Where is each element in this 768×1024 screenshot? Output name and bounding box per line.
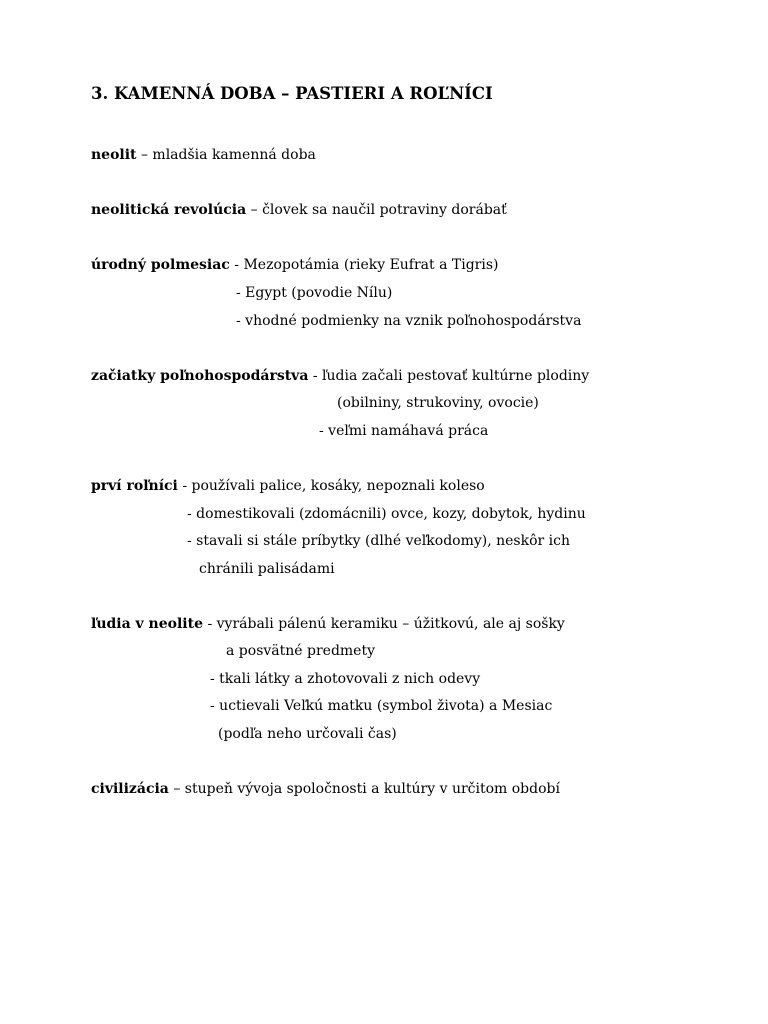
definition-line: - veľmi namáhavá práca [319,423,489,439]
definition-line: - stavali si stále príbytky (dlhé veľkodomy), neskôr ich [187,533,571,549]
entry-neoliticka-revolucia [91,201,507,219]
definition-line: chránili palisádami [199,561,335,577]
entry-ludia-v-neolite [91,615,565,633]
definition-line: - Mezopotámia (rieky Eufrat a Tigris) [229,257,499,273]
term-neoliticka-revolucia: neolitická revolúcia [91,202,247,218]
term-ludia-v-neolite: ľudia v neolite [91,616,203,632]
definition-line: – človek sa naučil potraviny dorábať [246,202,507,218]
definition-line: – mladšia kamenná doba [136,147,316,163]
definition-line: - používali palice, kosáky, nepoznali koleso [177,478,485,494]
term-neolit: neolit [91,147,137,163]
definition-line: (obilniny, strukoviny, ovocie) [337,395,539,411]
entry-civilizacia [91,780,560,798]
definition-line: - domestikovali (zdomácnili) ovce, kozy, dobytok, hydinu [187,506,586,522]
definition-line: - Egypt (povodie Nílu) [236,285,393,301]
definition-line: - tkali látky a zhotovovali z nich odevy [210,671,481,687]
term-zaciatky-polnohospodarstva: začiatky poľnohospodárstva [91,368,309,384]
entry-neolit [91,146,316,164]
term-prvi-rolnici: prví roľníci [91,478,178,494]
definition-line: – stupeň vývoja spoločnosti a kultúry v určitom období [168,781,560,797]
entry-urodny-polmesiac [91,256,499,274]
definition-line: - vyrábali pálenú keramiku – úžitkovú, ale aj sošky [203,616,565,632]
entry-prvi-rolnici [91,477,485,495]
document-title: 3. KAMENNÁ DOBA – PASTIERI A ROĽNÍCI [91,84,493,103]
definition-line: (podľa neho určovali čas) [218,726,397,742]
definition-line: - uctievali Veľkú matku (symbol života) a Mesiac [210,698,553,714]
definition-line: - ľudia začali pestovať kultúrne plodiny [308,368,590,384]
entry-zaciatky-polnohospodarstva [91,367,589,385]
definition-line: - vhodné podmienky na vznik poľnohospodárstva [236,313,582,329]
definition-line: a posvätné predmety [226,643,376,659]
term-civilizacia: civilizácia [91,781,169,797]
term-urodny-polmesiac: úrodný polmesiac [91,257,230,273]
